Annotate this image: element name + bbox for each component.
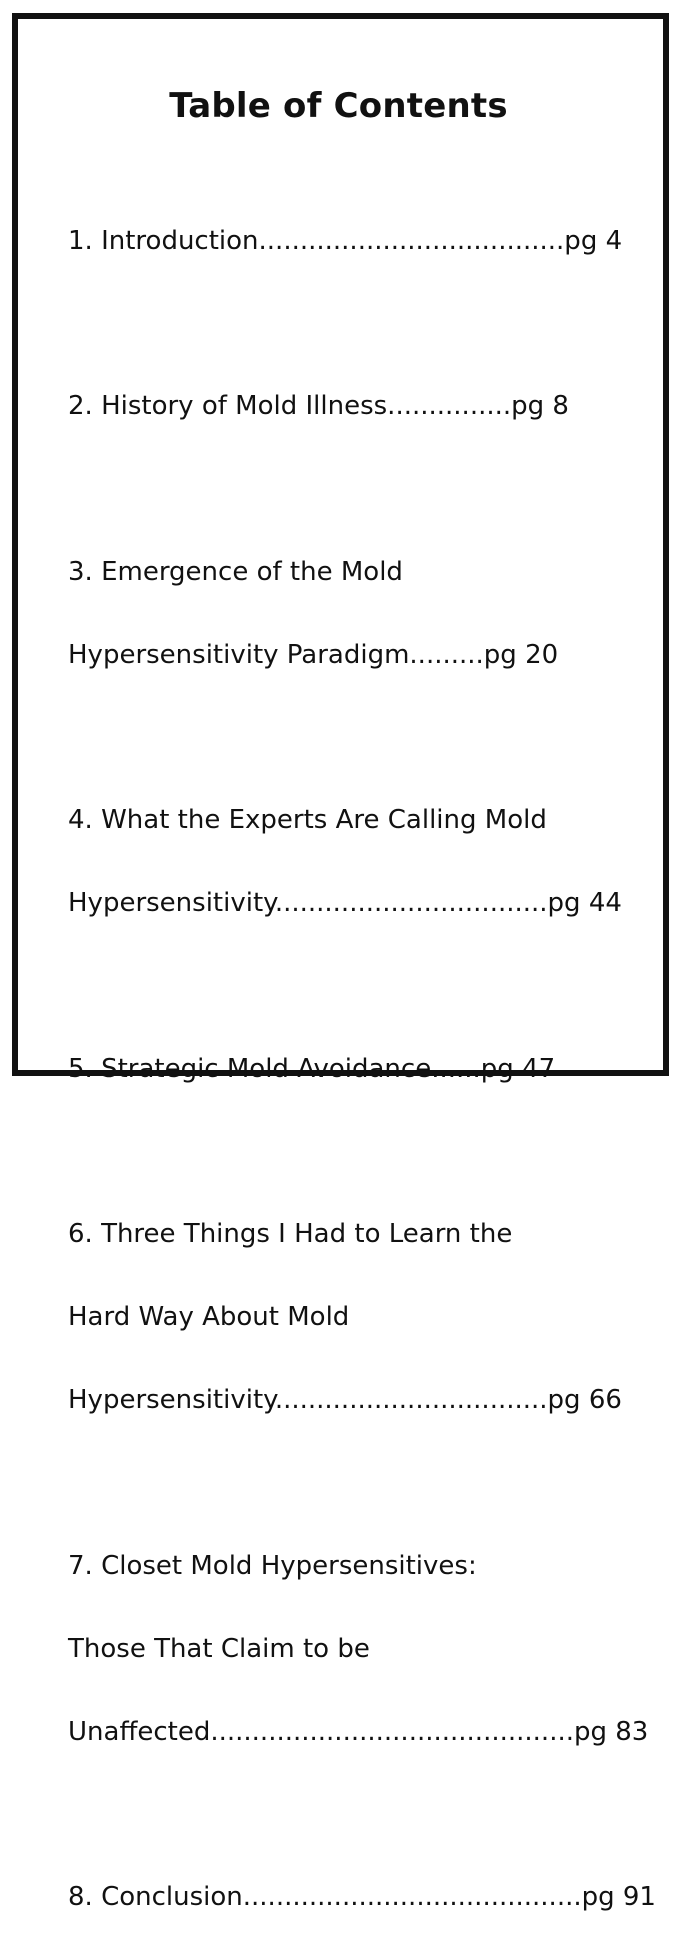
toc-entry-line: Hypersensitivity.................................pg 44: [68, 883, 628, 925]
table-of-contents-list: [68, 179, 628, 1960]
toc-entry-conclusion: [68, 1836, 628, 1960]
toc-entry-line: Those That Claim to be: [68, 1629, 628, 1671]
toc-entry-strategic-avoidance: [68, 1007, 628, 1132]
toc-entry-line: Hard Way About Mold: [68, 1297, 628, 1339]
toc-entry-line: 2. History of Mold Illness...............pg 8: [68, 386, 628, 428]
toc-entry-line: Hypersensitivity Paradigm.........pg 20: [68, 635, 628, 677]
toc-entry-line: 4. What the Experts Are Calling Mold: [68, 800, 628, 842]
toc-entry-closet-hypersensitives: [68, 1504, 628, 1795]
toc-entry-introduction: [68, 179, 628, 304]
toc-entry-line: 7. Closet Mold Hypersensitives:: [68, 1546, 628, 1588]
page-title: Table of Contents: [0, 86, 677, 126]
toc-entry-line: 6. Three Things I Had to Learn the: [68, 1214, 628, 1256]
toc-entry-line: 3. Emergence of the Mold: [68, 552, 628, 594]
toc-entry-line: 8. Conclusion.........................................pg 91: [68, 1877, 628, 1919]
toc-entry-history-of-mold-illness: [68, 345, 628, 470]
toc-entry-three-things: [68, 1173, 628, 1464]
toc-entry-experts-calling: [68, 759, 628, 967]
toc-entry-line: 1. Introduction.....................................pg 4: [68, 221, 628, 263]
toc-entry-emergence-paradigm: [68, 510, 628, 718]
toc-entry-line: Hypersensitivity.................................pg 66: [68, 1380, 628, 1422]
toc-entry-line: Unaffected............................................pg 83: [68, 1712, 628, 1754]
toc-entry-line: 5. Strategic Mold Avoidance......pg 47: [68, 1049, 628, 1091]
